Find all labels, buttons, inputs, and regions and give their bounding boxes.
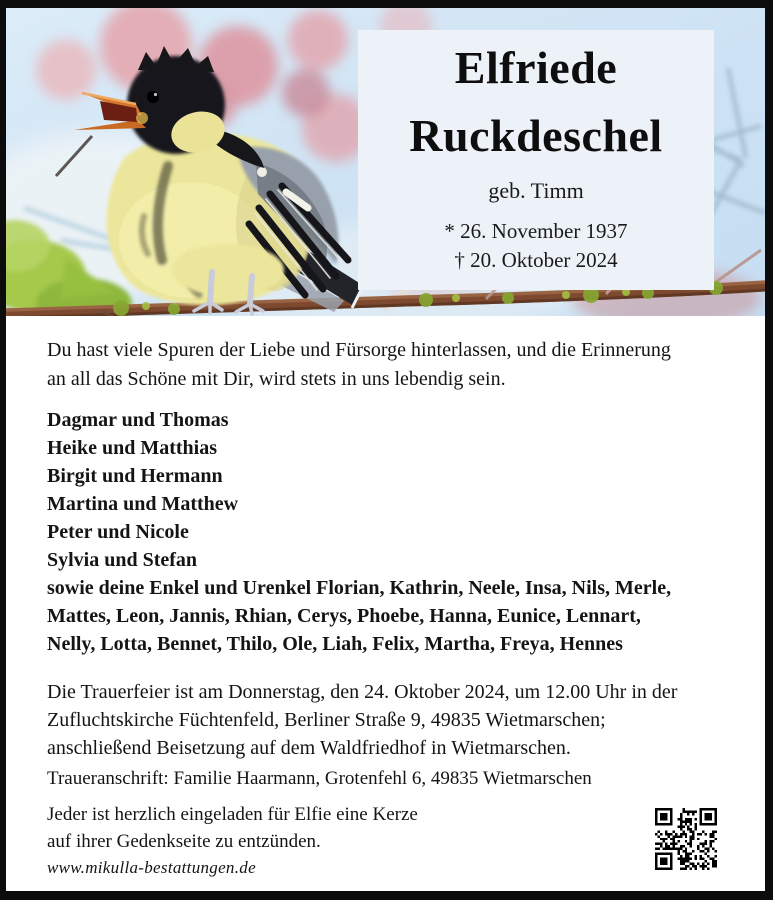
epitaph [47,336,725,394]
funeral-service-info [47,678,725,762]
grandchildren-line: Mattes, Leon, Jannis, Rhian, Cerys, Phoebe, Hanna, Eunice, Lennart, [47,605,641,627]
maiden-name: geb. Timm [488,178,584,203]
mourner: Sylvia und Stefan [47,549,198,571]
bird-photo [6,8,765,316]
deceased-last-name: Ruckdeschel [409,110,663,161]
candle-line: Jeder ist herzlich eingeladen für Elfie eine Kerze [47,804,418,825]
death-date: † 20. Oktober 2024 [454,248,618,272]
name-panel [358,30,714,290]
mourner: Heike und Matthias [47,437,218,459]
grandchildren-line: Nelly, Lotta, Bennet, Thilo, Ole, Liah, Felix, Martha, Freya, Hennes [47,633,623,655]
mourner: Birgit und Hermann [47,465,223,487]
candle-invitation [47,801,725,855]
grandchildren-line: sowie deine Enkel und Urenkel Florian, Kathrin, Neele, Insa, Nils, Merle, [47,577,672,599]
candle-line: auf ihrer Gedenkseite zu entzünden. [47,831,321,852]
birth-date: * 26. November 1937 [444,219,628,243]
service-line: anschließend Beisetzung auf dem Waldfriedhof in Wietmarschen. [47,737,571,759]
mourner: Martina und Matthew [47,493,239,515]
mourning-address: Traueranschrift: Familie Haarmann, Grotenfehl 6, 49835 Wietmarschen [47,768,592,789]
website-url[interactable]: www.mikulla-bestattungen.de [47,858,256,877]
epitaph-line: Du hast viele Spuren der Liebe und Fürsorge hinterlassen, und die Erinnerung [47,339,671,361]
mourner: Dagmar und Thomas [47,409,229,431]
epitaph-line: an all das Schöne mit Dir, wird stets in uns lebendig sein. [47,368,506,390]
service-line: Die Trauerfeier ist am Donnerstag, den 24. Oktober 2024, um 12.00 Uhr in der [47,681,678,703]
qr-code-graphic [655,808,717,870]
qr-code [655,808,717,870]
deceased-first-name: Elfriede [454,42,618,93]
funeral-home-website[interactable] [47,856,725,880]
notice-body [6,316,765,880]
service-line: Zufluchtskirche Füchtenfeld, Berliner Straße 9, 49835 Wietmarschen; [47,709,606,731]
mourner: Peter und Nicole [47,521,189,543]
life-dates [358,217,714,275]
mourners-list [47,406,725,658]
notice-inner [6,8,765,891]
